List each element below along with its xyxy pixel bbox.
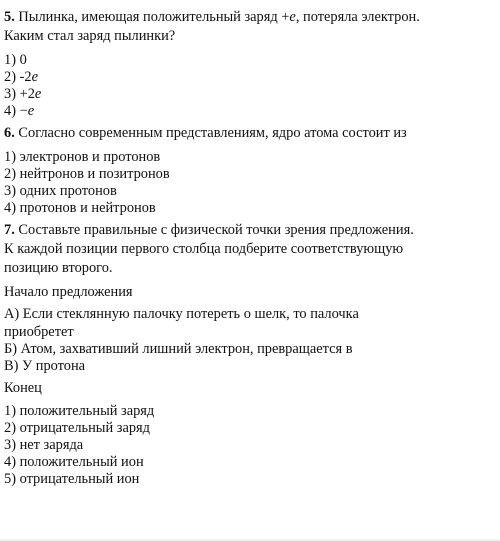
q7-end-item-5: 5) отрицательный ион (4, 471, 140, 487)
q7-start-item-a-line-2: приобретет (4, 324, 74, 340)
q5-question-line-2: Каким стал заряд пылинки? (4, 28, 176, 44)
q5-question-line-1 (4, 9, 420, 26)
q7-start-heading: Начало предложения (4, 284, 133, 300)
q6-number: 6. (4, 125, 15, 141)
q5-option-4-prefix: 4) − (4, 103, 28, 119)
q5-option-3 (4, 86, 41, 103)
q7-end-item-2: 2) отрицательный заряд (4, 420, 150, 436)
q7-question-line-3: позицию второго. (4, 260, 113, 276)
q7-question-line-1 (4, 222, 414, 239)
q7-end-item-1: 1) положительный заряд (4, 403, 155, 419)
q7-text-line-1: Составьте правильные с физической точки зрения предложения. (14, 222, 414, 238)
q5-option-3-prefix: 3) +2 (4, 86, 35, 102)
q5-option-3-symbol: e (34, 86, 42, 102)
q6-option-3: 3) одних протонов (4, 183, 117, 199)
q7-start-item-a-line-1: А) Если стеклянную палочку потереть о шелк, то палочка (4, 306, 359, 322)
q7-start-item-c: В) У протона (4, 358, 86, 374)
q7-question-line-2: К каждой позиции первого столбца подберите соответствующую (4, 241, 404, 257)
q6-text: Согласно современным представлениям, ядро атома состоит из (14, 125, 407, 141)
q5-text-part-a: Пылинка, имеющая положительный заряд (14, 9, 282, 25)
q5-option-4-symbol: e (27, 103, 35, 119)
q5-text-part-b: , потеряла электрон. (295, 9, 420, 25)
q7-end-item-3: 3) нет заряда (4, 437, 84, 453)
q5-option-1: 1) 0 (4, 52, 27, 68)
q5-option-4 (4, 103, 34, 120)
q5-option-2-prefix: 2) -2 (4, 69, 32, 85)
q5-charge-symbol: e (289, 9, 296, 25)
q5-option-2-symbol: e (31, 69, 38, 85)
q7-end-heading: Конец (4, 380, 42, 396)
q7-start-item-b: Б) Атом, захвативший лишний электрон, превращается в (4, 341, 353, 357)
q5-option-2 (4, 69, 38, 86)
q6-option-4: 4) протонов и нейтронов (4, 200, 156, 216)
q6-option-2: 2) нейтронов и позитронов (4, 166, 170, 182)
q7-end-item-4: 4) положительный ион (4, 454, 144, 470)
q6-option-1: 1) электронов и протонов (4, 149, 161, 165)
q6-question-line (4, 125, 407, 142)
q5-number: 5. (4, 9, 15, 25)
q7-number: 7. (4, 222, 15, 238)
q5-plus-sign: + (281, 9, 290, 25)
